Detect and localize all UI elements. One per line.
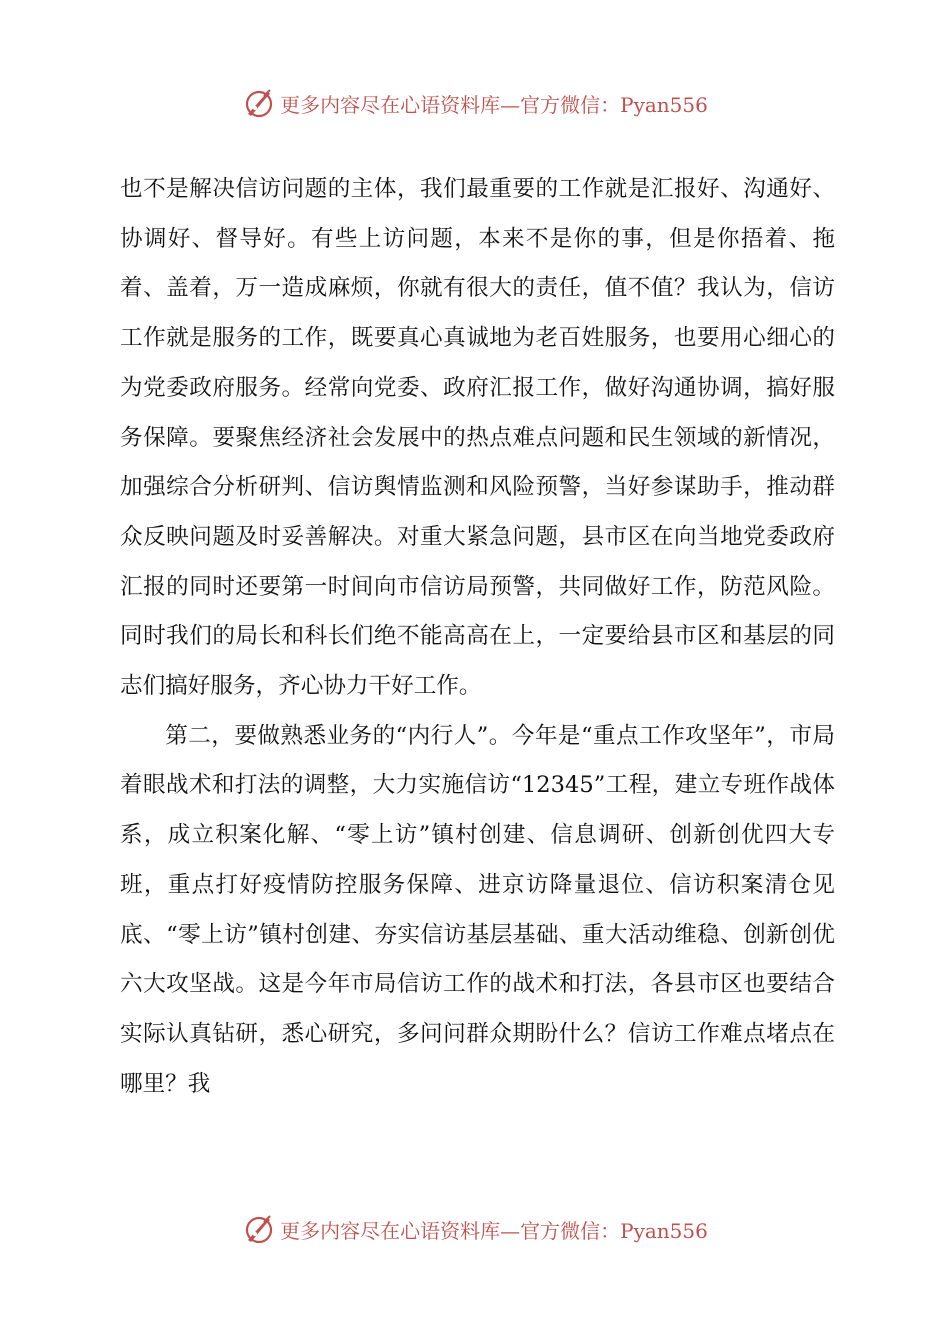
paragraph-2: 第二，要做熟悉业务的“内行人”。今年是“重点工作攻坚年”，市局着眼战术和打法的调整，大力实施信访“12345”工程，建立专班作战体系，成立积案化解、“零上访”镇村创建、信息调研、创新创优四大专班，重点打好疫情防控服务保障、进京访降量退位、信访积案清仓见底、“零上访”镇村创建、夯实信访基层基础、重大活动维稳、创新创优六大攻坚战。这是今年市局信访工作的战术和打法，各县市区也要结合实际认真钻研，悉心研究，多问问群众期盼什么？信访工作难点堵点在哪里？我	[120, 722, 835, 1097]
paragraph-1: 也不是解决信访问题的主体，我们最重要的工作就是汇报好、沟通好、协调好、督导好。有些上访问题，本来不是你的事，但是你捂着、拖着、盖着，万一造成麻烦，你就有很大的责任，值不值？我认为，信访工作就是服务的工作，既要真心真诚地为老百姓服务，也要用心细心的为党委政府服务。经常向党委、政府汇报工作，做好沟通协调，搞好服务保障。要聚焦经济社会发展中的热点难点问题和民生领域的新情况，加强综合分析研判、信访舆情监测和风险预警，当好参谋助手，推动群众反映问题及时妥善解决。对重大紧急问题，县市区在向当地党委政府汇报的同时还要第一时间向市信访局预警，共同做好工作，防范风险。同时我们的局长和科长们绝不能高高在上，一定要给县市区和基层的同志们搞好服务，齐心协力干好工作。	[120, 176, 835, 700]
footer-banner-text: 更多内容尽在心语资料库—官方微信：Pyan556	[280, 1218, 708, 1243]
header-banner-text: 更多内容尽在心语资料库—官方微信：Pyan556	[280, 92, 708, 117]
footer-banner	[0, 1206, 950, 1252]
pen-nib-circle-icon	[242, 1212, 276, 1246]
body-text	[120, 165, 835, 1109]
pen-nib-circle-icon	[242, 86, 276, 120]
header-banner	[0, 80, 950, 126]
